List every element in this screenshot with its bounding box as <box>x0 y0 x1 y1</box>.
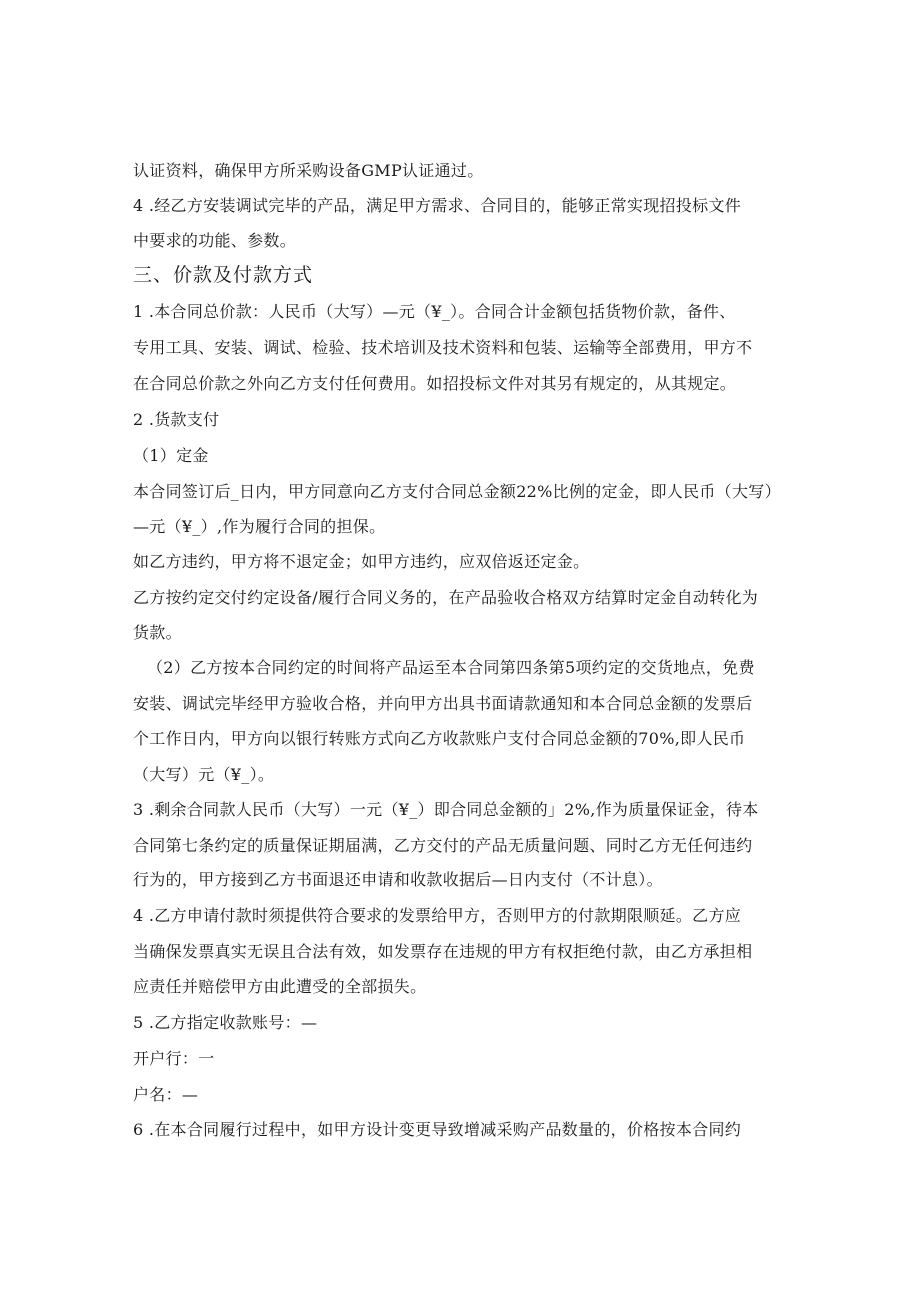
section-heading: 三、价款及付款方式 <box>133 264 314 286</box>
text-line: 开户行：一 <box>133 1049 215 1068</box>
text-line: 4 .经乙方安装调试完毕的产品，满足甲方需求、合同目的，能够正常实现招投标文件 <box>133 196 742 215</box>
text-line: （1）定金 <box>133 446 209 465</box>
text-line: 应责任并赔偿甲方由此遭受的全部损失。 <box>133 977 427 996</box>
text-line: 如乙方违约，甲方将不退定金；如甲方违约，应双倍返还定金。 <box>133 552 590 571</box>
text-line: 中要求的功能、参数。 <box>133 231 297 250</box>
text-line: 3 .剩余合同款人民币（大写）一元（¥_）即合同总金额的」2%,作为质量保证金，待本 <box>133 800 759 819</box>
text-line: 本合同签订后_日内，甲方同意向乙方支付合同总金额22%比例的定金，即人民币（大写） <box>133 482 781 501</box>
text-line: 6 .在本合同履行过程中，如甲方设计变更导致增减采购产品数量的，价格按本合同约 <box>133 1120 742 1139</box>
text-line: 个工作日内，甲方向以银行转账方式向乙方收款账户支付合同总金额的70%,即人民币 <box>133 729 746 748</box>
text-line: 认证资料，确保甲方所采购设备GMP认证通过。 <box>133 161 484 180</box>
text-line: 5 .乙方指定收款账号：— <box>133 1013 318 1032</box>
text-line: 合同第七条约定的质量保证期届满，乙方交付的产品无质量问题、同时乙方无任何违约 <box>133 836 753 855</box>
text-line: 2 .货款支付 <box>133 410 220 429</box>
text-line: （大写）元（¥_）。 <box>133 765 275 784</box>
text-line: 当确保发票真实无误且合法有效，如发票存在违规的甲方有权拒绝付款，由乙方承担相 <box>133 942 753 961</box>
text-line: 货款。 <box>133 623 182 642</box>
text-line: 专用工具、安装、调试、检验、技术培训及技术资料和包装、运输等全部费用，甲方不 <box>133 338 753 357</box>
text-line: 1 .本合同总价款：人民币（大写）—元（¥_）。合同合计金额包括货物价款，备件、 <box>133 302 736 321</box>
text-line: —元（¥_）,作为履行合同的担保。 <box>133 517 386 536</box>
text-line: 安装、调试完毕经甲方验收合格，并向甲方出具书面请款通知和本合同总金额的发票后 <box>133 694 753 713</box>
text-line: 在合同总价款之外向乙方支付任何费用。如招投标文件对其另有规定的，从其规定。 <box>133 374 737 393</box>
text-line: 行为的，甲方接到乙方书面退还申请和收款收据后—日内支付（不计息）。 <box>133 870 663 889</box>
text-line: （2）乙方按本合同约定的时间将产品运至本合同第四条第5项约定的交货地点，免费 <box>147 658 755 677</box>
text-line: 乙方按约定交付约定设备/履行合同义务的，在产品验收合格双方结算时定金自动转化为 <box>133 588 759 607</box>
text-line: 户名：— <box>133 1085 199 1104</box>
text-line: 4 .乙方申请付款时须提供符合要求的发票给甲方，否则甲方的付款期限顺延。乙方应 <box>133 906 742 925</box>
